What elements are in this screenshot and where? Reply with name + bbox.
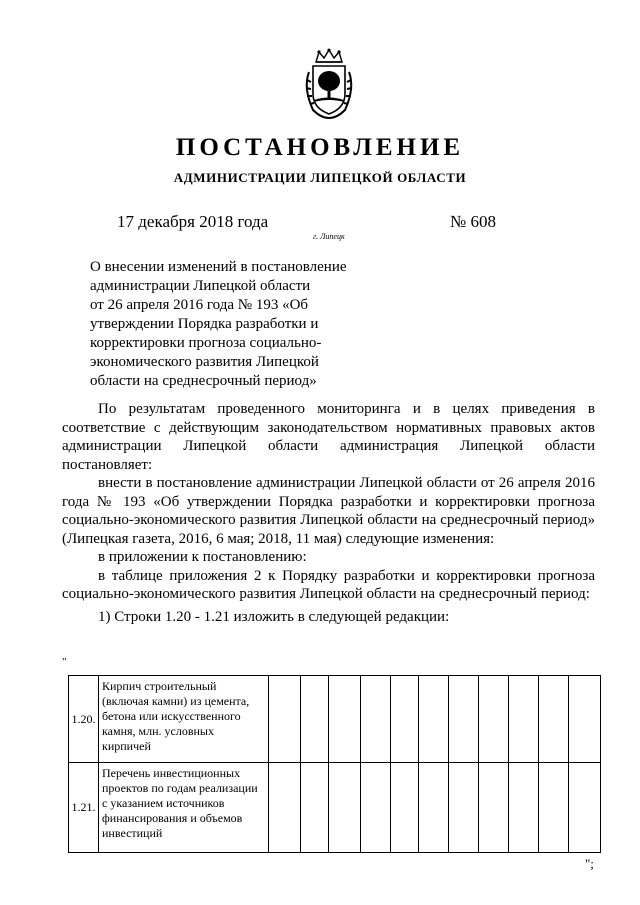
empty-cell — [269, 676, 301, 763]
empty-cell — [419, 676, 449, 763]
empty-cell — [569, 763, 601, 853]
row-number: 1.20. — [69, 676, 99, 763]
body-paragraph: в приложении к постановлению: — [98, 549, 307, 565]
subject-line: администрации Липецкой области — [90, 278, 311, 294]
empty-cell — [539, 763, 569, 853]
empty-cell — [361, 763, 391, 853]
row-number: 1.21. — [69, 763, 99, 853]
empty-cell — [479, 676, 509, 763]
empty-cell — [539, 676, 569, 763]
empty-cell — [569, 676, 601, 763]
empty-cell — [301, 676, 329, 763]
document-body — [62, 400, 595, 626]
quote-open-mark: " — [62, 656, 67, 668]
empty-cell — [419, 763, 449, 853]
empty-cell — [391, 763, 419, 853]
empty-cell — [449, 676, 479, 763]
document-number: № 608 — [450, 212, 496, 231]
empty-cell — [269, 763, 301, 853]
document-title: ПОСТАНОВЛЕНИЕ — [175, 134, 465, 161]
body-paragraph: внести в постановление администрации Липецкой области от 26 апреля 2016 года № 193 «Об утверждении Порядка разработки и корректировки прогноза социально-экономического развития Липецкой области на среднесрочный период» (Липецкая газета, 2016, 6 мая; 2018, 11 мая) следующие изменения: — [62, 475, 595, 547]
row-name: Перечень инвестиционных проектов по годам реализации с указанием источников финансирования и объемов инвестиций — [99, 763, 269, 853]
empty-cell — [449, 763, 479, 853]
empty-cell — [301, 763, 329, 853]
subject-line: от 26 апреля 2016 года № 193 «Об — [90, 297, 309, 313]
empty-cell — [479, 763, 509, 853]
empty-cell — [361, 676, 391, 763]
empty-cell — [391, 676, 419, 763]
empty-cell — [509, 763, 539, 853]
row-name: Кирпич строительный (включая камни) из цемента, бетона или искусственного камня, млн. условных кирпичей — [99, 676, 269, 763]
document-issuer: АДМИНИСТРАЦИИ ЛИПЕЦКОЙ ОБЛАСТИ — [173, 170, 467, 185]
body-paragraph: 1) Строки 1.20 - 1.21 изложить в следующей редакции: — [98, 608, 450, 625]
document-subject — [90, 258, 347, 391]
empty-cell — [329, 763, 361, 853]
subject-line: экономического развития Липецкой — [90, 354, 319, 370]
table-row — [69, 676, 601, 763]
document-city: г. Липецк — [313, 232, 345, 241]
indicators-table — [68, 675, 601, 853]
subject-line: корректировки прогноза социально- — [90, 335, 322, 351]
empty-cell — [509, 676, 539, 763]
table-row — [69, 763, 601, 853]
body-paragraph: в таблице приложения 2 к Порядку разработки и корректировки прогноза социально-экономического развития Липецкой области на среднесрочный период: — [62, 567, 595, 602]
empty-cell — [329, 676, 361, 763]
subject-line: утверждении Порядка разработки и — [90, 316, 319, 332]
document-date: 17 декабря 2018 года — [117, 212, 269, 231]
body-paragraph: По результатам проведенного мониторинга и в целях приведения в соответствие с действующим законодательством нормативных правовых актов администрации Липецкой области администрация Липецкой области постановляет: — [62, 401, 595, 473]
coat-of-arms-icon — [299, 48, 359, 120]
subject-line: области на среднесрочный период» — [90, 373, 317, 389]
quote-close-mark: "; — [585, 856, 594, 871]
subject-line: О внесении изменений в постановление — [90, 259, 347, 275]
